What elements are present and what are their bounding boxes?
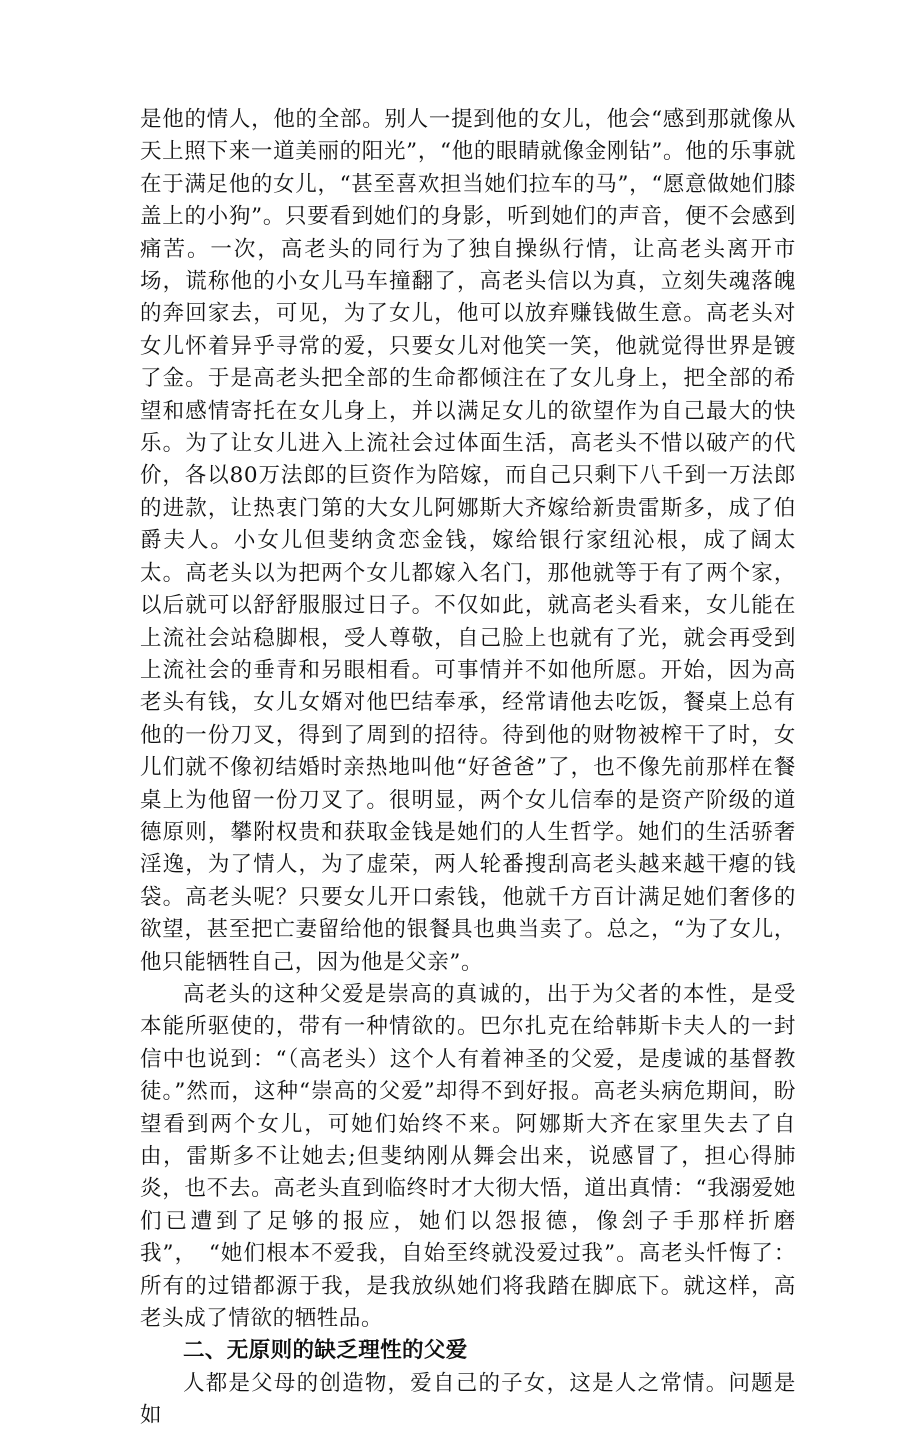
body-paragraph-3: 人都是父母的创造物，爱自己的子女，这是人之常情。问题是如 [140,1370,796,1429]
body-paragraph-1: 是他的情人，他的全部。别人一提到他的女儿，他会“感到那就像从天上照下来一道美丽的阳光”，“他的眼睛就像金刚钻”。他的乐事就在于满足他的女儿，“甚至喜欢担当她们拉车的马”，“愿意做她们膝盖上的小狗”。只要看到她们的身影，听到她们的声音，便不会感到痛苦。一次，高老头的同行为了独自操纵行情，让高老头离开市场，谎称他的小女儿马车撞翻了，高老头信以为真，立刻失魂落魄的奔回家去，可见，为了女儿，他可以放弃赚钱做生意。高老头对女儿怀着异乎寻常的爱，只要女儿对他笑一笑，他就觉得世界是镀了金。于是高老头把全部的生命都倾注在了女儿身上，把全部的希望和感情寄托在女儿身上，并以满足女儿的欲望作为自己最大的快乐。为了让女儿进入上流社会过体面生活，高老头不惜以破产的代价，各以80万法郎的巨资作为陪嫁，而自己只剩下八千到一万法郎的进款，让热衷门第的大女儿阿娜斯大齐嫁给新贵雷斯多，成了伯爵夫人。小女儿但斐纳贪恋金钱，嫁给银行家纽沁根，成了阔太太。高老头以为把两个女儿都嫁入名门，那他就等于有了两个家，以后就可以舒舒服服过日子。不仅如此，就高老头看来，女儿能在上流社会站稳脚根，受人尊敬，自己脸上也就有了光，就会再受到上流社会的垂青和另眼相看。可事情并不如他所愿。开始，因为高老头有钱，女儿女婿对他巴结奉承，经常请他去吃饭，餐桌上总有他的一份刀叉，得到了周到的招待。待到他的财物被榨干了时，女儿们就不像初结婚时亲热地叫他“好爸爸”了，也不像先前那样在餐桌上为他留一份刀叉了。很明显，两个女儿信奉的是资产阶级的道德原则，攀附权贵和获取金钱是她们的人生哲学。她们的生活骄奢淫逸，为了情人，为了虚荣，两人轮番搜刮高老头越来越干瘪的钱袋。高老头呢？只要女儿开口索钱，他就千方百计满足她们奢侈的欲望，甚至把亡妻留给他的银餐具也典当卖了。总之，“为了女儿，他只能牺牲自己，因为他是父亲”。 [140,107,796,975]
body-paragraph-2: 高老头的这种父爱是崇高的真诚的，出于为父者的本性，是受本能所驱使的，带有一种情欲的。巴尔扎克在给韩斯卡夫人的一封信中也说到：“（高老头）这个人有着神圣的父爱，是虔诚的基督教徒。”然而，这种“崇高的父爱”却得不到好报。高老头病危期间，盼望看到两个女儿，可她们始终不来。阿娜斯大齐在家里失去了自由，雷斯多不让她去;但斐纳刚从舞会出来，说感冒了，担心得肺炎，也不去。高老头直到临终时才大彻大悟，道出真情：“我溺爱她们已遭到了足够的报应，她们以怨报德，像刽子手那样折磨我”， “她们根本不爱我，自始至终就没爱过我”。高老头忏悔了：所有的过错都源于我，是我放纵她们将我踏在脚底下。就这样，高老头成了情欲的牺牲品。 [140,981,796,1332]
document-page [140,104,796,1433]
section-heading: 二、无原则的缺乏理性的父爱 [183,1338,468,1364]
